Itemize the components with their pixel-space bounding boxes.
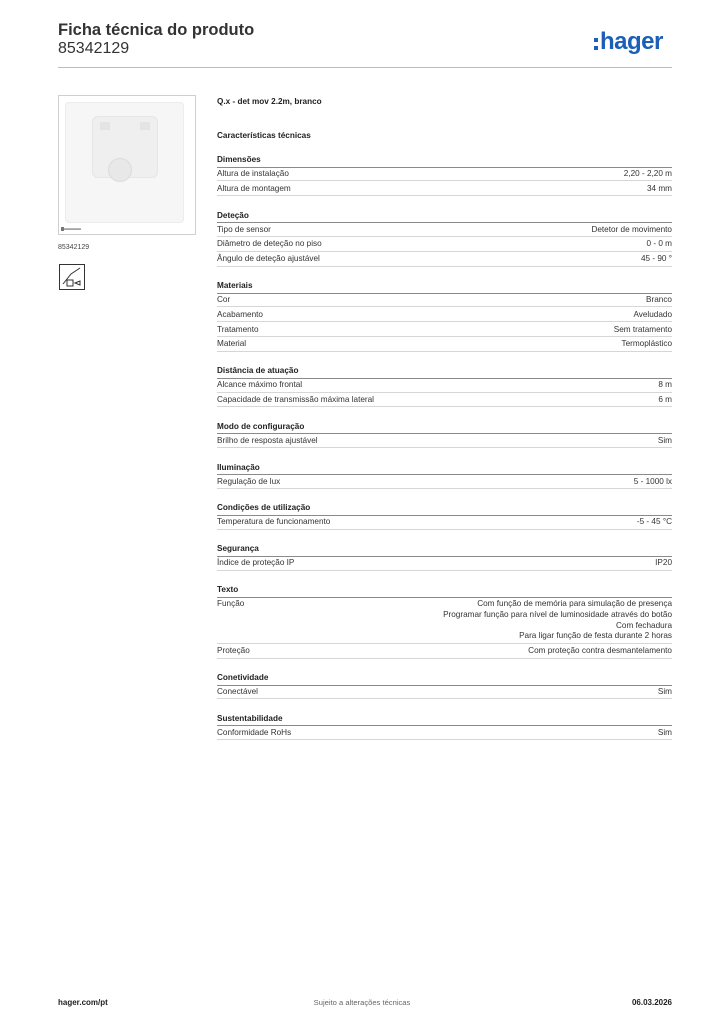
- spec-row: [217, 310, 672, 321]
- logo-colon-icon: [594, 38, 598, 50]
- section-title: Distância de atuação: [217, 366, 299, 376]
- spec-row: [217, 184, 672, 195]
- spec-value-line: Programar função para nível de luminosidade através do botão: [443, 609, 672, 619]
- page-title: Ficha técnica do produto: [58, 21, 255, 39]
- sensor-tab-left: [100, 122, 110, 130]
- section-divider: [217, 685, 672, 686]
- spec-value-line: Para ligar função de festa durante 2 horas: [519, 631, 672, 641]
- spec-row: [217, 395, 672, 406]
- spec-row: [217, 599, 672, 642]
- image-caption: 85342129: [58, 244, 90, 251]
- spec-value-line: Sem tratamento: [613, 324, 672, 334]
- spec-value-line: IP20: [655, 558, 672, 568]
- spec-row: [217, 477, 672, 488]
- spec-row: [217, 517, 672, 528]
- spec-value-line: -5 - 45 °C: [636, 517, 672, 527]
- spec-value: [637, 517, 672, 528]
- row-divider: [217, 321, 672, 322]
- section-title: Texto: [217, 585, 239, 594]
- spec-label: Alcance máximo frontal: [217, 380, 303, 390]
- spec-label: Tipo de sensor: [217, 224, 271, 234]
- row-divider: [217, 195, 672, 196]
- section-divider: [217, 293, 672, 294]
- spec-value-line: 45 - 90 °: [640, 254, 672, 264]
- spec-label: Acabamento: [217, 309, 263, 319]
- spec-label: Conformidade RoHs: [217, 727, 292, 737]
- section-divider: [217, 515, 672, 516]
- spec-label: Capacidade de transmissão máxima lateral: [217, 395, 375, 404]
- row-divider: [217, 698, 672, 699]
- spec-row: [217, 728, 672, 739]
- section-divider: [217, 725, 672, 726]
- spec-row: [217, 687, 672, 698]
- row-divider: [217, 180, 672, 181]
- section-title: Modo de configuração: [217, 421, 305, 431]
- product-name: Q.x - det mov 2.2m, branco: [217, 97, 322, 106]
- row-divider: [217, 739, 672, 740]
- footer-note: Sujeito a alterações técnicas: [313, 998, 411, 1007]
- row-divider: [217, 266, 672, 267]
- section-title: Condições de utilização: [217, 503, 311, 513]
- section-title: Sustentabilidade: [217, 713, 283, 723]
- spec-row: [217, 339, 672, 350]
- spec-value-line: 34 mm: [646, 183, 672, 193]
- spec-value-line: Aveludado: [633, 309, 672, 319]
- spec-value: [647, 239, 672, 250]
- spec-value-line: 6 m: [658, 395, 672, 404]
- row-divider: [217, 529, 672, 530]
- spec-value: [655, 558, 672, 569]
- spec-label: Diâmetro de deteção no piso: [217, 239, 322, 249]
- spec-row: [217, 436, 672, 447]
- product-code: 85342129: [58, 40, 130, 57]
- section-title: Conetividade: [217, 673, 269, 682]
- spec-label: Regulação de lux: [217, 476, 281, 486]
- row-divider: [217, 447, 672, 448]
- spec-row: [217, 380, 672, 391]
- motion-detector-symbol-icon: [59, 264, 85, 290]
- row-divider: [217, 306, 672, 307]
- spec-value: [641, 254, 672, 265]
- spec-value: [614, 325, 672, 336]
- row-divider: [217, 570, 672, 571]
- section-divider: [217, 167, 672, 168]
- row-divider: [217, 236, 672, 237]
- spec-value: [624, 169, 672, 180]
- row-divider: [217, 392, 672, 393]
- section-divider: [217, 433, 672, 434]
- spec-value-line: Termoplástico: [621, 339, 672, 349]
- spec-row: [217, 558, 672, 569]
- spec-value: [647, 184, 672, 195]
- spec-value-line: Sim: [657, 435, 672, 445]
- spec-value: [646, 295, 672, 306]
- sensor-plate-image: [65, 102, 184, 223]
- section-divider: [217, 378, 672, 379]
- hager-logo[interactable]: [594, 28, 663, 56]
- spec-label: Tratamento: [217, 324, 259, 334]
- footer-website-link[interactable]: hager.com/pt: [58, 998, 108, 1007]
- spec-row: [217, 295, 672, 306]
- row-divider: [217, 336, 672, 337]
- row-divider: [217, 488, 672, 489]
- spec-value: [634, 477, 672, 488]
- spec-row: [217, 646, 672, 657]
- spec-value-line: 8 m: [658, 380, 672, 390]
- technical-characteristics-heading: Características técnicas: [217, 131, 311, 140]
- spec-label: Altura de instalação: [217, 169, 289, 178]
- spec-row: [217, 225, 672, 236]
- spec-label: Função: [217, 599, 245, 608]
- spec-value-line: 2,20 - 2,20 m: [623, 169, 672, 178]
- spec-value-line: 5 - 1000 lx: [633, 476, 672, 486]
- spec-value-line: 0 - 0 m: [646, 239, 672, 249]
- spec-label: Brilho de resposta ajustável: [217, 435, 318, 445]
- row-divider: [217, 658, 672, 659]
- spec-value-line: Branco: [646, 295, 672, 304]
- section-title: Deteção: [217, 210, 249, 220]
- spec-value-line: Com função de memória para simulação de presença: [477, 599, 672, 608]
- row-divider: [217, 251, 672, 252]
- sensor-tab-right: [140, 122, 150, 130]
- logo-text: hager: [600, 28, 663, 55]
- section-title: Iluminação: [217, 462, 260, 472]
- spec-value: [591, 225, 672, 236]
- row-divider: [217, 351, 672, 352]
- section-title: Segurança: [217, 544, 259, 554]
- section-title: Dimensões: [217, 155, 261, 164]
- spec-value-line: Com fechadura: [616, 620, 672, 630]
- section-divider: [217, 556, 672, 557]
- spec-value: [658, 395, 672, 406]
- spec-row: [217, 239, 672, 250]
- section-divider: [217, 474, 672, 475]
- row-divider: [217, 406, 672, 407]
- spec-value-line: Sim: [657, 687, 672, 696]
- spec-value-line: Com proteção contra desmantelamento: [528, 646, 672, 656]
- spec-label: Cor: [217, 295, 231, 304]
- spec-label: Ângulo de deteção ajustável: [217, 254, 320, 264]
- spec-label: Temperatura de funcionamento: [217, 517, 331, 527]
- section-title: Materiais: [217, 281, 253, 290]
- spec-row: [217, 325, 672, 336]
- section-divider: [217, 222, 672, 223]
- spec-row: [217, 169, 672, 180]
- spec-value: [658, 436, 672, 447]
- sensor-lens: [108, 158, 132, 182]
- spec-row: [217, 254, 672, 265]
- spec-label: Conectável: [217, 687, 258, 696]
- spec-value: [658, 380, 672, 391]
- spec-value: [443, 599, 672, 642]
- header-divider: [58, 67, 672, 68]
- footer-date: 06.03.2026: [631, 998, 672, 1007]
- spec-label: Material: [217, 339, 247, 349]
- row-divider: [217, 643, 672, 644]
- spec-value: [658, 728, 672, 739]
- spec-label: Proteção: [217, 646, 250, 656]
- spec-label: Altura de montagem: [217, 183, 291, 193]
- spec-value: [633, 310, 672, 321]
- spec-value: [658, 687, 672, 698]
- product-image: [58, 95, 196, 235]
- spec-label: Índice de proteção IP: [217, 558, 295, 568]
- spec-value: [528, 646, 672, 657]
- spec-value-line: Sim: [657, 727, 672, 737]
- side-view-icon: [61, 226, 83, 232]
- spec-value: [621, 339, 672, 350]
- spec-value-line: Detetor de movimento: [591, 224, 672, 234]
- section-divider: [217, 597, 672, 598]
